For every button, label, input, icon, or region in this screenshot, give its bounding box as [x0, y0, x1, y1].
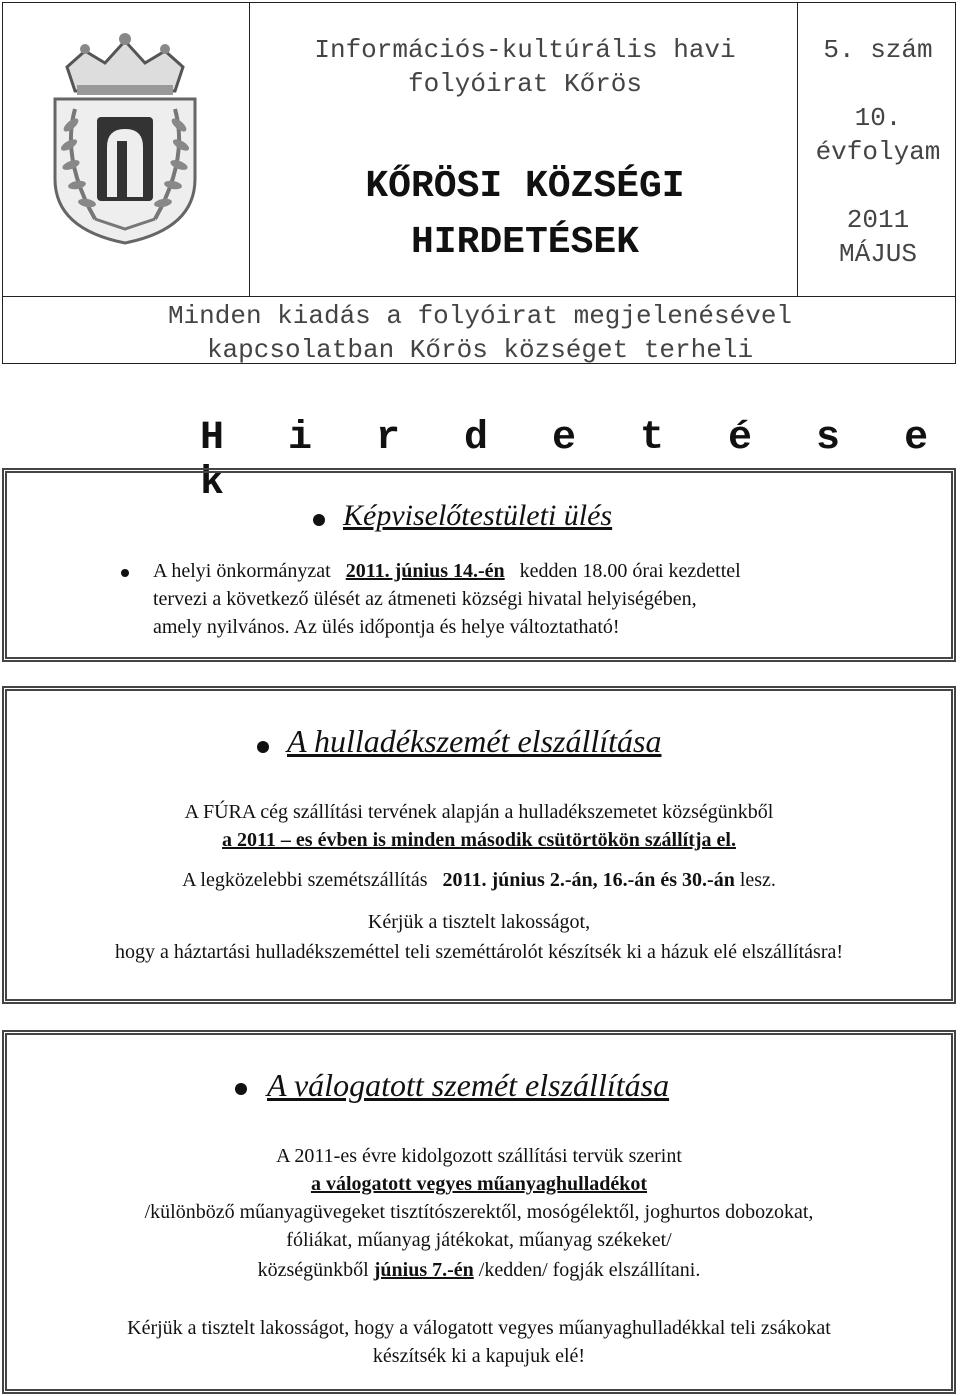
notice-line: fóliákat, műanyag játékokat, műanyag székeket/: [286, 1229, 672, 1251]
bullet-icon: [235, 1083, 247, 1095]
issue-number: 5. szám: [823, 35, 933, 65]
notice-title: A hulladékszemét elszállítása: [287, 723, 662, 759]
meeting-date: 2011. június 14.-én: [345, 560, 505, 582]
notice-title: A válogatott szemét elszállítása: [267, 1067, 670, 1103]
coat-of-arms-icon: [25, 29, 225, 249]
footer-line: kapcsolatban Kőrös községet terheli: [206, 335, 754, 365]
subtitle-line: Információs-kultúrális havi: [314, 35, 736, 65]
issue-month: MÁJUS: [838, 239, 917, 269]
section-heading: H i r d e t é s e k: [200, 416, 949, 506]
notice-selective-waste: [2, 1030, 956, 1394]
publication-subtitle: [261, 33, 789, 101]
masthead-divider: [797, 3, 798, 296]
notice-body: [153, 557, 913, 641]
notice-line: készítsék ki a kapujuk elé!: [372, 1345, 586, 1367]
text-fragment: községünkből: [257, 1259, 369, 1281]
notice-line: a 2011 – es évben is minden második csütörtökön szállítja el.: [222, 829, 736, 851]
issue-date: [803, 203, 953, 271]
issue-year: 2011: [846, 205, 910, 235]
notice-line: [153, 557, 913, 585]
masthead-divider: [249, 3, 250, 296]
subtitle-line: folyóirat Kőrös: [407, 69, 643, 99]
notice-line: A FÚRA cég szállítási tervének alapján a hulladékszemetet községünkből: [184, 801, 774, 823]
text-fragment: kedden 18.00 órai kezdettel: [519, 560, 741, 582]
title-line: KŐRÖSI KÖZSÉGI: [365, 165, 685, 208]
notice-line: Kérjük a tisztelt lakosságot,: [367, 911, 591, 933]
collection-dates: 2011. június 2.-án, 16.-án és 30.-án: [442, 869, 735, 891]
notice-council-meeting: [2, 468, 956, 662]
text-fragment: A helyi önkormányzat: [153, 560, 331, 582]
notice-line: amely nyilvános. Az ülés időpontja és helye változtatható!: [153, 616, 620, 638]
notice-line: [7, 867, 951, 894]
notice-line: [7, 1257, 951, 1284]
notice-line: tervezi a következő ülését az átmeneti községi hivatal helyiségében,: [153, 588, 697, 610]
notice-line: hogy a háztartási hulladékszeméttel teli szeméttárolót készítsék ki a házuk elé elszállításra!: [114, 941, 844, 963]
text-fragment: lesz.: [739, 869, 776, 891]
text-fragment: /kedden/ fogják elszállítani.: [478, 1259, 701, 1281]
title-line: HIRDETÉSEK: [410, 221, 640, 264]
bullet-icon: [257, 741, 269, 753]
notice-line: A 2011-es évre kidolgozott szállítási tervük szerint: [276, 1145, 682, 1167]
notice-line: Kérjük a tisztelt lakosságot, hogy a válogatott vegyes műanyaghulladékkal teli zsákokat: [127, 1317, 831, 1339]
publication-title: [261, 159, 789, 271]
volume-label: évfolyam: [815, 137, 941, 167]
bullet-icon: [121, 569, 129, 577]
masthead: [2, 2, 956, 364]
notice-title: Képviselőtestületi ülés: [343, 499, 613, 532]
volume: [803, 101, 953, 169]
notice-line: a válogatott vegyes műanyaghulladékot: [310, 1173, 648, 1195]
collection-date: június 7.-én: [373, 1259, 474, 1281]
masthead-footer: [3, 299, 957, 367]
footer-line: Minden kiadás a folyóirat megjelenésével: [167, 301, 793, 331]
masthead-divider: [3, 296, 955, 297]
notice-line: /különböző műanyagüvegeket tisztítószerektől, mosógélektől, joghurtos dobozokat,: [144, 1201, 814, 1223]
text-fragment: A legközelebbi szemétszállítás: [182, 869, 428, 891]
notice-waste-collection: [2, 686, 956, 1004]
bullet-icon: [313, 514, 325, 526]
volume-number: 10.: [854, 103, 902, 133]
